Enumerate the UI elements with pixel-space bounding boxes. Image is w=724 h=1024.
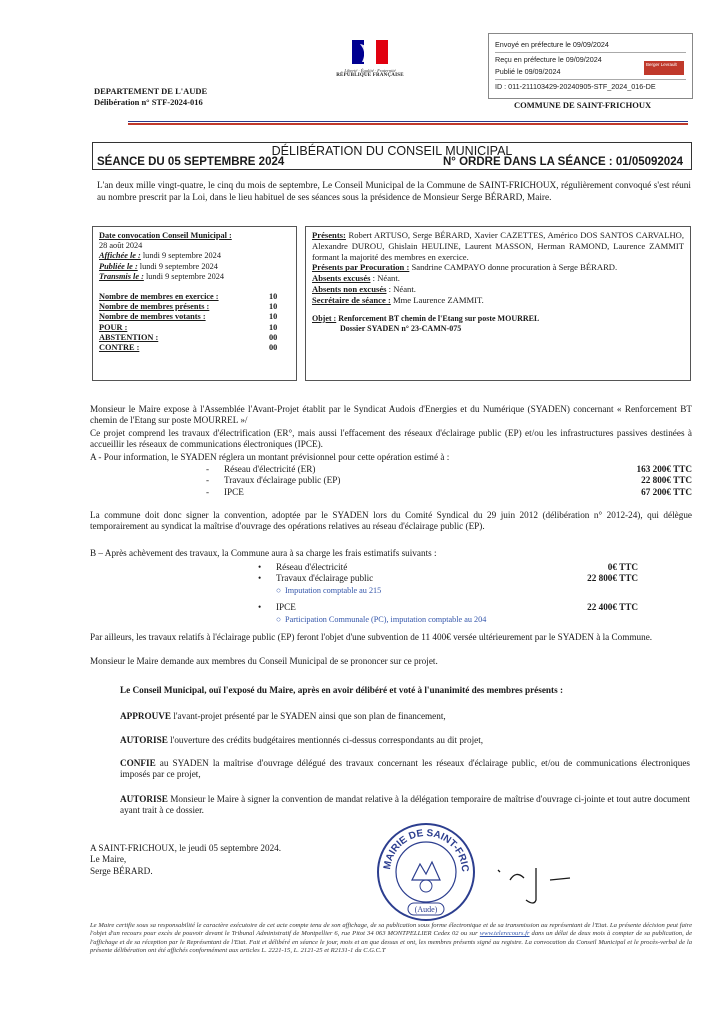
sub-item: ○ Participation Communale (PC), imputation comptable au 204 <box>276 614 487 624</box>
commune-charges-list <box>258 562 638 625</box>
svg-text:MAIRIE DE SAINT-FRICHOUX <box>374 820 470 872</box>
count-row: Nombre de membres en exercice : 10 <box>99 292 278 302</box>
excuses-text: : Néant. <box>372 273 400 284</box>
place-date: A SAINT-FRICHOUX, le jeudi 05 septembre 2024. <box>90 843 282 853</box>
list-item: - IPCE 67 200€ TTC <box>206 486 692 497</box>
convocation-label: Date convocation Conseil Municipal : <box>99 231 232 240</box>
count-row: Nombre de membres présents : 10 <box>99 302 278 312</box>
syaden-amount-intro: A - Pour information, le SYADEN réglera un montant prévisionnel pour cette opération estimé à : <box>90 452 450 462</box>
signature-block <box>90 843 281 877</box>
non-excuses-text: : Néant. <box>388 283 416 294</box>
affichee-value: lundi 9 septembre 2024 <box>142 251 221 261</box>
transmis-value: lundi 9 septembre 2024 <box>145 271 225 281</box>
intro-paragraph: L'an deux mille vingt-quatre, le cinq du mois de septembre, Le Conseil Municipal de la Commune de SAINT-FRICHOUX, régulièrement convoqué s'est réuni au nombre prescrit par la Loi, dans le lieu habituel de ses séances sous la présidence de Monsieur Serge BÉRARD, Maire. <box>97 181 691 203</box>
member-counts <box>99 292 290 353</box>
stamp-publie: Publié le 09/09/2024 <box>495 67 561 76</box>
signer-name: Serge BÉRARD. <box>90 865 153 876</box>
logo-republic: RÉPUBLIQUE FRANÇAISE <box>336 73 404 78</box>
sub-item: ○ Imputation comptable au 215 <box>276 585 382 595</box>
request-paragraph: Monsieur le Maire demande aux membres du Conseil Municipal de se prononcer sur ce projet. <box>90 656 438 666</box>
commune-name: COMMUNE DE SAINT-FRICHOUX <box>514 100 652 110</box>
department-block <box>94 86 207 108</box>
excuses-label: Absents excusés <box>312 273 371 284</box>
title-box <box>92 142 692 170</box>
presents-text: Robert ARTUSO, Serge BÉRARD, Xavier CAZETTES, Américo DOS SANTOS CARVALHO, Alexandre DUROU, Ghislain HEULINE, Laurent MASSON, Herman RAMOND, Laurence ZAMMIT formant la majorité des membres en exercice. <box>312 230 685 262</box>
count-row: Nombre de membres votants : 10 <box>99 312 278 322</box>
secretaire-text: Mme Laurence ZAMMIT. <box>392 294 484 305</box>
publiee-value: lundi 9 septembre 2024 <box>139 261 218 271</box>
list-item: - Réseau d'électricité (ER) 163 200€ TTC <box>206 464 692 474</box>
seal-text: MAIRIE DE SAINT-FRIC <box>381 827 471 873</box>
seal-dept: (Aude) <box>414 905 438 914</box>
attendance-box <box>305 226 691 381</box>
subvention-paragraph: Par ailleurs, les travaux relatifs à l'éclairage public (EP) feront l'objet d'une subvention de 11 400€ versée ultérieurement par le SYADEN à la Commune. <box>90 632 653 642</box>
department-name: DEPARTEMENT DE L'AUDE <box>94 86 208 96</box>
page-title: DÉLIBÉRATION DU CONSEIL MUNICIPAL <box>271 144 513 158</box>
decision-item: AUTORISE l'ouverture des crédits budgétaires mentionnés ci-dessus correspondants au dit projet, <box>120 735 484 745</box>
objet-label: Objet : <box>312 313 337 323</box>
exposition-paragraph: Monsieur le Maire expose à l'Assemblée l'Avant-Projet établit par le Syndicat Audois d'Energies et du Numérique (SYADEN) concernant « Renforcement BT chemin de l'Etang sur poste MOURREL »/ <box>90 404 692 426</box>
convocation-date: 28 août 2024 <box>99 241 143 251</box>
count-row: POUR : 10 <box>99 322 278 332</box>
deliberation-number: Délibération n° STF-2024-016 <box>94 97 203 107</box>
procuration-label: Présents par Procuration : <box>312 262 410 273</box>
handwritten-signature-icon <box>490 850 590 910</box>
project-paragraph: Ce projet comprend les travaux d'électrification (ER°, mais aussi l'effacement des réseaux d'éclairage public (EP) et/ou les infrastructures passives destinées à accueillir les réseaux de communications électroniques (IPCE). <box>90 428 692 450</box>
syaden-amount-list <box>206 464 692 498</box>
decision-lead: Le Conseil Municipal, ouï l'exposé du Maire, après en avoir délibéré et voté à l'unanimité des membres présents : <box>120 685 564 695</box>
count-row: ABSTENTION : 00 <box>99 332 278 342</box>
seance-date: SÉANCE DU 05 SEPTEMBRE 2024 <box>97 156 285 168</box>
decision-item: AUTORISE Monsieur le Maire à signer la convention de mandat relative à la délégation temporaire de maîtrise d'ouvrage ci-jointe et tout autre document ayant trait à ce dossier. <box>120 794 690 816</box>
prefecture-stamp <box>488 33 693 99</box>
signer-role: Le Maire, <box>90 854 127 865</box>
objet-line2: Dossier SYADEN n° 23-CAMN-075 <box>340 323 462 333</box>
stamp-envoye: Envoyé en préfecture le 09/09/2024 <box>495 40 609 49</box>
commune-charges-intro: B – Après achèvement des travaux, la Commune aura à sa charge les frais estimatifs suivants : <box>90 548 437 558</box>
ordre-number: N° ORDRE DANS LA SÉANCE : 01/05092024 <box>442 156 683 168</box>
berger-levrault-badge: Berger Levrault <box>644 61 684 75</box>
stamp-id: ID : 011-211103429-20240905-STF_2024_016-DE <box>495 82 656 91</box>
tricolor-divider <box>128 121 688 125</box>
list-item: - Travaux d'éclairage public (EP) 22 800€ TTC <box>206 475 692 486</box>
list-item: • IPCE 22 400€ TTC <box>258 602 638 613</box>
decision-item: APPROUVE l'avant-projet présenté par le SYADEN ainsi que son plan de financement, <box>120 711 446 721</box>
legal-footer <box>90 922 692 956</box>
convention-paragraph: La commune doit donc signer la convention, adoptée par le SYADEN lors du Comité Syndical du 29 juin 2012 (délibération n° 2012-24), qui délègue temporairement au syndicat la maîtrise d'ouvrage des opérations relatives au réseau d'éclairage public (EP). <box>90 510 692 532</box>
logo-motto: Liberté · Égalité · Fraternité <box>344 68 396 73</box>
stamp-recu: Reçu en préfecture le 09/09/2024 <box>495 55 602 64</box>
footer-text-1: Le Maire certifie sous sa responsabilité le caractère exécutoire de cet acte compte tenu de son affichage, de sa publication sous forme électronique et de sa transmission au représentant de l'Etat. La présente décision peut faire l'objet d'un recours pour excès de pouvoir devant le Tribunal Administratif de Montpellier 6, rue Pitot 34 063 MONTPELLIER Cedex 02 ou sur <box>90 922 692 938</box>
marianne-flag-icon <box>352 40 388 64</box>
presents-label: Présents: <box>312 230 346 240</box>
footer-text-2: dans un délai de deux mois à compter de sa publication, de l'affichage et de sa réception par le Représentant de l'Etat. Fait et délibéré en séance le jour, mois et an que dessus et ont, les membres présents signé au registre. La convocation du Conseil Municipal et le procès-verbal de la présente délibération ont été affichés conformément aux articles L. 2221-15, L. 2121-25 et R2131-1 du C.G.C.T <box>90 930 692 955</box>
list-item: • Réseau d'électricité 0€ TTC <box>258 562 638 572</box>
decision-item: CONFIE au SYADEN la maîtrise d'ouvrage délégué des travaux concernant les réseaux d'éclairage public, et/ou de communications électroniques imposés par ce projet, <box>120 758 691 780</box>
list-item: • Travaux d'éclairage public 22 800€ TTC <box>258 573 638 584</box>
convocation-box <box>92 226 297 381</box>
republique-francaise-logo <box>330 40 410 78</box>
secretaire-label: Secrétaire de séance : <box>312 294 391 305</box>
procuration-text: Sandrine CAMPAYO donne procuration à Serge BÉRARD. <box>411 262 618 273</box>
mairie-seal-icon <box>374 820 478 924</box>
publiee-label: Publiée le : <box>99 261 138 271</box>
objet-line1: Renforcement BT chemin de l'Etang sur poste MOURREL <box>338 313 540 323</box>
count-row: CONTRE : 00 <box>99 343 278 353</box>
affichee-label: Affichée le : <box>99 251 141 261</box>
transmis-label: Transmis le : <box>99 271 144 281</box>
non-excuses-label: Absents non excusés <box>312 283 387 294</box>
telerecours-link[interactable]: www.telerecours.fr <box>479 930 530 938</box>
